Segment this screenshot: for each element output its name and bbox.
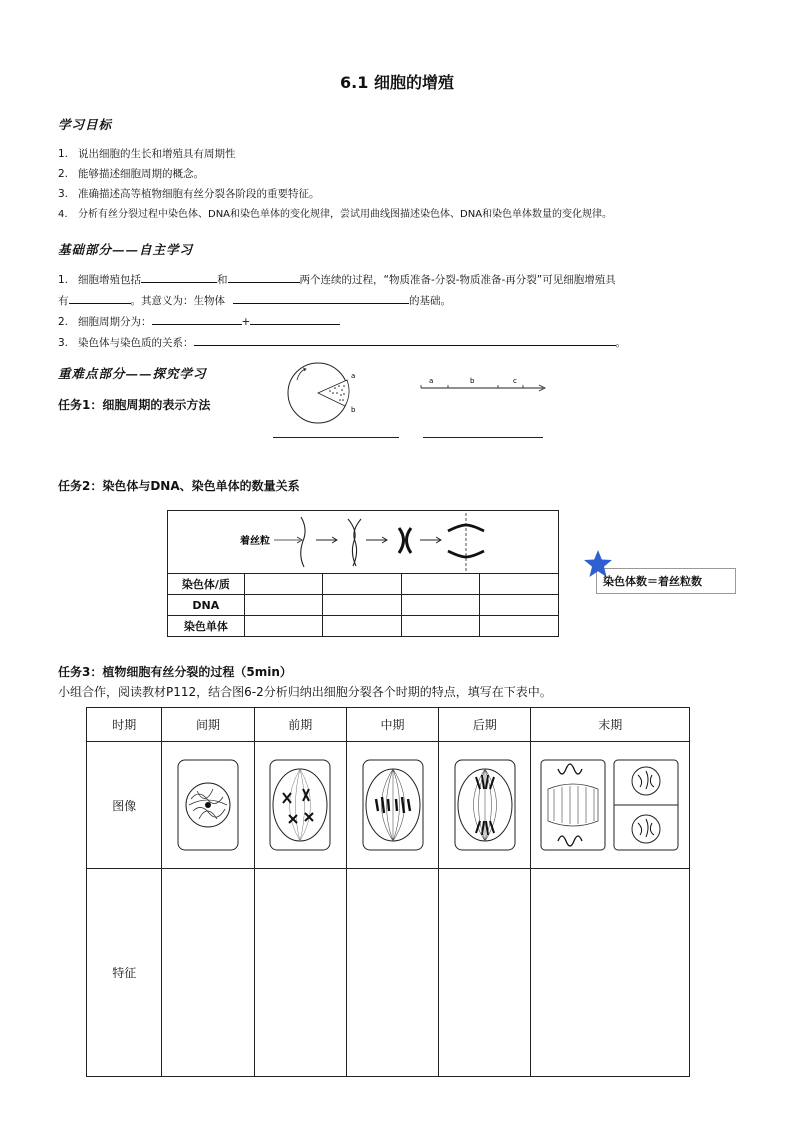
task3-intro: 小组合作，阅读教材P112，结合图6-2分析归纳出细胞分裂各个时期的特点，填写在下表中。 — [58, 685, 552, 699]
answer-blank[interactable] — [194, 334, 616, 346]
task1-label: 任务1：细胞周期的表示方法 — [58, 398, 211, 412]
cell-cycle-line-diagram — [418, 374, 553, 396]
prophase-image-cell — [254, 742, 346, 869]
interphase-cell-image — [177, 759, 239, 851]
basic-q1: 1. 细胞增殖包括 和 两个连续的过程，“物质准备-分裂-物质准备-再分裂”可见细胞增殖具 — [58, 271, 616, 287]
anaphase-cell-image — [454, 759, 516, 851]
chromosome-count-table — [167, 510, 559, 637]
header-cell: 后期 — [439, 708, 531, 742]
note-box: 染色体数＝着丝粒数 — [596, 568, 736, 594]
metaphase-image-cell — [346, 742, 438, 869]
line-label-c: c — [513, 377, 517, 385]
basic-q1-cont: 有 。其意义为：生物体 的基础。 — [58, 292, 451, 308]
section-goals-heading: 学习目标 — [58, 117, 113, 132]
task3-label: 任务3：植物细胞有丝分裂的过程（5min） — [58, 665, 292, 679]
answer-blank[interactable] — [233, 292, 409, 304]
interphase-image-cell — [162, 742, 254, 869]
goal-item: 4. 分析有丝分裂过程中染色体、DNA和染色单体的变化规律，尝试用曲线图描述染色体、DNA和染色单体数量的变化规律。 — [58, 209, 613, 220]
answer-cell[interactable] — [439, 869, 531, 1077]
task2-label: 任务2：染色体与DNA、染色单体的数量关系 — [58, 479, 300, 493]
section-key-heading: 重难点部分——探究学习 — [58, 366, 207, 381]
chromosome-change-diagram — [168, 511, 558, 573]
answer-cell[interactable] — [244, 616, 323, 637]
answer-blank[interactable] — [152, 313, 242, 325]
answer-cell[interactable] — [323, 574, 402, 595]
answer-blank[interactable] — [250, 313, 340, 325]
row-label: 染色体/质 — [168, 574, 245, 595]
answer-cell[interactable] — [480, 574, 559, 595]
goal-item: 1. 说出细胞的生长和增殖具有周期性 — [58, 148, 236, 160]
telophase-image-cell — [531, 742, 690, 869]
answer-cell[interactable] — [401, 616, 480, 637]
telophase-cell-image — [540, 759, 680, 851]
chromosome-diagram-cell — [168, 511, 559, 574]
answer-blank[interactable] — [228, 271, 300, 283]
circle-label-b: b — [351, 406, 356, 414]
answer-cell[interactable] — [323, 595, 402, 616]
row-label: 特征 — [87, 869, 162, 1077]
circle-label-a: a — [351, 372, 356, 380]
answer-cell[interactable] — [531, 869, 690, 1077]
answer-cell[interactable] — [244, 595, 323, 616]
answer-cell[interactable] — [162, 869, 254, 1077]
basic-q2: 2. 细胞周期分为： + — [58, 313, 340, 329]
row-label: 图像 — [87, 742, 162, 869]
page-title: 6.1 细胞的增殖 — [340, 73, 454, 92]
line-label-a: a — [429, 377, 434, 385]
answer-cell[interactable] — [401, 595, 480, 616]
header-cell: 前期 — [254, 708, 346, 742]
row-label: 染色单体 — [168, 616, 245, 637]
answer-blank[interactable] — [69, 292, 131, 304]
answer-cell[interactable] — [480, 595, 559, 616]
header-cell: 间期 — [162, 708, 254, 742]
answer-cell[interactable] — [346, 869, 438, 1077]
answer-blank[interactable] — [273, 437, 399, 438]
goal-item: 3. 准确描述高等植物细胞有丝分裂各阶段的重要特征。 — [58, 188, 320, 200]
line-label-b: b — [470, 377, 475, 385]
answer-cell[interactable] — [480, 616, 559, 637]
cell-cycle-circle-diagram — [285, 358, 365, 428]
goal-item: 2. 能够描述细胞周期的概念。 — [58, 168, 204, 180]
answer-cell[interactable] — [244, 574, 323, 595]
anaphase-image-cell — [439, 742, 531, 869]
answer-cell[interactable] — [254, 869, 346, 1077]
answer-cell[interactable] — [323, 616, 402, 637]
answer-blank[interactable] — [423, 437, 543, 438]
basic-q3: 3. 染色体与染色质的关系： 。 — [58, 334, 626, 350]
header-cell: 中期 — [346, 708, 438, 742]
row-label: DNA — [168, 595, 245, 616]
metaphase-cell-image — [362, 759, 424, 851]
answer-cell[interactable] — [401, 574, 480, 595]
section-basic-heading: 基础部分——自主学习 — [58, 242, 194, 257]
star-icon — [582, 548, 614, 580]
mitosis-stage-table — [86, 707, 690, 1077]
centromere-label: 着丝粒 — [240, 536, 270, 547]
prophase-cell-image — [269, 759, 331, 851]
header-cell: 时期 — [87, 708, 162, 742]
answer-blank[interactable] — [141, 271, 217, 283]
header-cell: 末期 — [531, 708, 690, 742]
